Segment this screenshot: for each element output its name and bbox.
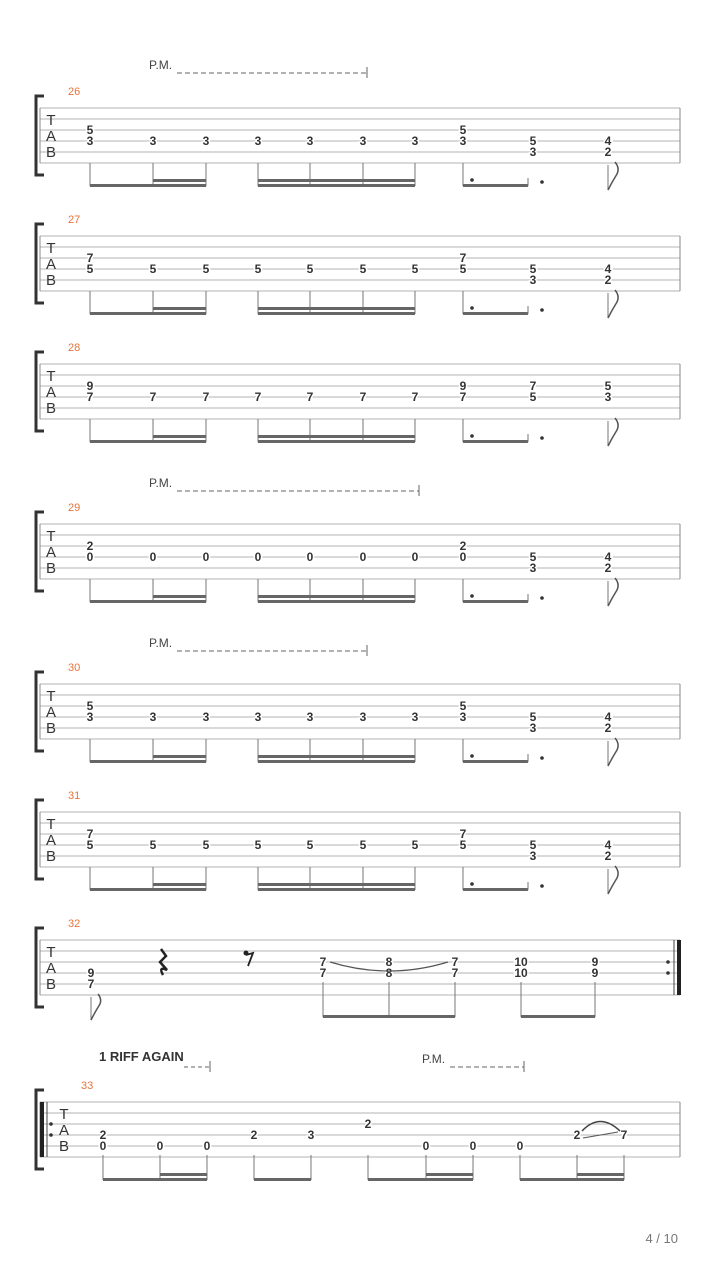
fret-number: 0 bbox=[469, 1139, 477, 1153]
beam bbox=[153, 595, 206, 598]
tab-clef-letter: T bbox=[46, 240, 56, 257]
fret-number: 0 bbox=[306, 550, 314, 564]
fret-number: 9 bbox=[459, 379, 467, 393]
beam bbox=[258, 883, 415, 886]
tab-clef-letter: B bbox=[45, 272, 57, 289]
riff-annotation: 1 RIFF AGAIN bbox=[99, 1049, 184, 1064]
fret-number: 7 bbox=[149, 390, 157, 404]
beam bbox=[463, 760, 528, 763]
fret-number: 2 bbox=[604, 273, 612, 287]
measure-number: 32 bbox=[68, 918, 81, 930]
beam bbox=[258, 435, 415, 438]
fret-number: 2 bbox=[250, 1128, 258, 1142]
tab-clef-letter: T bbox=[46, 688, 56, 705]
fret-number: 5 bbox=[529, 262, 537, 276]
beam bbox=[426, 1173, 473, 1176]
beam bbox=[153, 883, 206, 886]
fret-number: 5 bbox=[411, 262, 419, 276]
fret-number: 3 bbox=[529, 145, 537, 159]
fret-number: 3 bbox=[529, 561, 537, 575]
repeat-dot bbox=[666, 971, 670, 975]
fret-number: 5 bbox=[459, 262, 467, 276]
fret-number: 7 bbox=[86, 390, 94, 404]
beam bbox=[463, 184, 528, 187]
beam bbox=[103, 1178, 207, 1181]
fret-number: 5 bbox=[529, 134, 537, 148]
measure-number: 28 bbox=[68, 342, 81, 354]
fret-number: 2 bbox=[573, 1128, 581, 1142]
dotted-note-dot bbox=[540, 756, 544, 760]
beam bbox=[258, 888, 415, 891]
fret-number: 9 bbox=[87, 966, 95, 980]
note-flag bbox=[608, 738, 618, 766]
repeat-start-thick-bar bbox=[40, 1102, 44, 1157]
fret-number: 5 bbox=[529, 390, 537, 404]
eighth-rest bbox=[246, 953, 253, 966]
dotted-note-dot bbox=[540, 308, 544, 312]
fret-number: 3 bbox=[149, 134, 157, 148]
dotted-note-dot bbox=[540, 884, 544, 888]
fret-number: 3 bbox=[459, 134, 467, 148]
beam bbox=[463, 312, 528, 315]
tab-clef-letter: A bbox=[45, 384, 57, 401]
beam bbox=[323, 1015, 455, 1018]
fret-number: 3 bbox=[202, 134, 210, 148]
fret-number: 3 bbox=[359, 134, 367, 148]
measure-number: 29 bbox=[68, 502, 81, 514]
repeat-dot bbox=[49, 1122, 53, 1126]
tab-clef-letter: A bbox=[45, 544, 57, 561]
fret-number: 5 bbox=[86, 262, 94, 276]
beam bbox=[90, 888, 206, 891]
fret-number: 5 bbox=[254, 262, 262, 276]
fret-number: 5 bbox=[529, 550, 537, 564]
fret-number: 5 bbox=[529, 838, 537, 852]
dotted-note-dot bbox=[470, 882, 474, 886]
repeat-dot bbox=[49, 1133, 53, 1137]
fret-number: 7 bbox=[86, 827, 94, 841]
tab-clef-letter: B bbox=[58, 1138, 70, 1155]
fret-number: 0 bbox=[359, 550, 367, 564]
fret-number: 7 bbox=[459, 827, 467, 841]
tab-clef-letter: T bbox=[46, 816, 56, 833]
fret-number: 3 bbox=[459, 710, 467, 724]
repeat-thick-bar bbox=[677, 940, 681, 995]
beam bbox=[577, 1173, 624, 1176]
fret-number: 5 bbox=[254, 838, 262, 852]
fret-number: 7 bbox=[451, 955, 459, 969]
beam bbox=[258, 600, 415, 603]
fret-number: 5 bbox=[459, 838, 467, 852]
measure-number: 30 bbox=[68, 662, 81, 674]
fret-number: 3 bbox=[604, 390, 612, 404]
fret-number: 5 bbox=[306, 262, 314, 276]
beam bbox=[521, 1015, 595, 1018]
dotted-note-dot bbox=[470, 594, 474, 598]
fret-number: 3 bbox=[86, 710, 94, 724]
tab-clef-letter: B bbox=[45, 848, 57, 865]
fret-number: 5 bbox=[459, 699, 467, 713]
tab-clef-letter: B bbox=[45, 144, 57, 161]
fret-number: 10 bbox=[514, 966, 528, 980]
beam bbox=[520, 1178, 624, 1181]
fret-number: 0 bbox=[254, 550, 262, 564]
fret-number: 3 bbox=[306, 134, 314, 148]
tab-clef-letter: A bbox=[45, 704, 57, 721]
fret-number: 3 bbox=[149, 710, 157, 724]
fret-number: 5 bbox=[149, 838, 157, 852]
palm-mute-label: P.M. bbox=[149, 636, 173, 650]
fret-number: 10 bbox=[514, 955, 528, 969]
palm-mute-label: P.M. bbox=[149, 58, 173, 72]
note-flag bbox=[608, 290, 618, 318]
beam bbox=[463, 440, 528, 443]
fret-number: 5 bbox=[529, 710, 537, 724]
beam bbox=[90, 184, 206, 187]
fret-number: 3 bbox=[529, 273, 537, 287]
fret-number: 2 bbox=[604, 145, 612, 159]
tab-clef-letter: T bbox=[59, 1106, 69, 1123]
fret-number: 7 bbox=[459, 251, 467, 265]
beam bbox=[368, 1178, 473, 1181]
fret-number: 9 bbox=[591, 966, 599, 980]
dotted-note-dot bbox=[540, 596, 544, 600]
fret-number: 7 bbox=[254, 390, 262, 404]
fret-number: 2 bbox=[459, 539, 467, 553]
beam bbox=[90, 440, 206, 443]
fret-number: 0 bbox=[86, 550, 94, 564]
fret-number: 7 bbox=[359, 390, 367, 404]
dotted-note-dot bbox=[540, 436, 544, 440]
dotted-note-dot bbox=[470, 306, 474, 310]
slur bbox=[582, 1122, 620, 1132]
fret-number: 3 bbox=[529, 721, 537, 735]
beam bbox=[254, 1178, 311, 1181]
tab-clef-letter: T bbox=[46, 368, 56, 385]
fret-number: 7 bbox=[529, 379, 537, 393]
fret-number: 5 bbox=[86, 123, 94, 137]
tab-clef-letter: A bbox=[45, 256, 57, 273]
beam bbox=[160, 1173, 207, 1176]
measure-number: 27 bbox=[68, 214, 81, 226]
fret-number: 5 bbox=[86, 699, 94, 713]
tab-clef-letter: A bbox=[45, 960, 57, 977]
fret-number: 5 bbox=[202, 838, 210, 852]
beam bbox=[258, 179, 415, 182]
tab-clef-letter: T bbox=[46, 112, 56, 129]
fret-number: 7 bbox=[459, 390, 467, 404]
fret-number: 7 bbox=[86, 251, 94, 265]
fret-number: 5 bbox=[202, 262, 210, 276]
beam bbox=[153, 435, 206, 438]
palm-mute-label: P.M. bbox=[149, 476, 173, 490]
dotted-note-dot bbox=[470, 754, 474, 758]
fret-number: 5 bbox=[306, 838, 314, 852]
beam bbox=[258, 184, 415, 187]
fret-number: 2 bbox=[604, 849, 612, 863]
fret-number: 5 bbox=[411, 838, 419, 852]
fret-number: 2 bbox=[604, 561, 612, 575]
fret-number: 9 bbox=[86, 379, 94, 393]
beam bbox=[258, 440, 415, 443]
page-number: 4 / 10 bbox=[645, 1231, 678, 1246]
dotted-note-dot bbox=[470, 434, 474, 438]
measure-number: 31 bbox=[68, 790, 81, 802]
measure-number: 33 bbox=[81, 1080, 94, 1092]
fret-number: 3 bbox=[306, 710, 314, 724]
fret-number: 0 bbox=[202, 550, 210, 564]
fret-number: 3 bbox=[254, 134, 262, 148]
beam bbox=[258, 755, 415, 758]
fret-number: 3 bbox=[307, 1128, 315, 1142]
fret-number: 2 bbox=[86, 539, 94, 553]
fret-number: 0 bbox=[422, 1139, 430, 1153]
fret-number: 0 bbox=[99, 1139, 107, 1153]
fret-number: 5 bbox=[359, 262, 367, 276]
beam bbox=[258, 307, 415, 310]
beam bbox=[153, 307, 206, 310]
fret-number: 0 bbox=[203, 1139, 211, 1153]
fret-number: 0 bbox=[411, 550, 419, 564]
fret-number: 0 bbox=[156, 1139, 164, 1153]
beam bbox=[153, 179, 206, 182]
beam bbox=[258, 760, 415, 763]
fret-number: 7 bbox=[319, 955, 327, 969]
repeat-dot bbox=[666, 960, 670, 964]
fret-number: 2 bbox=[604, 721, 612, 735]
fret-number: 8 bbox=[385, 966, 393, 980]
beam bbox=[90, 312, 206, 315]
fret-number: 5 bbox=[149, 262, 157, 276]
fret-number: 7 bbox=[319, 966, 327, 980]
fret-number: 3 bbox=[411, 134, 419, 148]
fret-number: 5 bbox=[86, 838, 94, 852]
fret-number: 4 bbox=[604, 838, 612, 852]
beam bbox=[90, 760, 206, 763]
tab-clef-letter: B bbox=[45, 400, 57, 417]
fret-number: 5 bbox=[604, 379, 612, 393]
fret-number: 4 bbox=[604, 262, 612, 276]
beam bbox=[258, 312, 415, 315]
tab-clef-letter: T bbox=[46, 528, 56, 545]
tab-clef-letter: A bbox=[45, 128, 57, 145]
fret-number: 3 bbox=[359, 710, 367, 724]
beam bbox=[258, 595, 415, 598]
fret-number: 7 bbox=[620, 1128, 628, 1142]
fret-number: 3 bbox=[529, 849, 537, 863]
measure-number: 26 bbox=[68, 86, 81, 98]
fret-number: 0 bbox=[459, 550, 467, 564]
tab-clef-letter: T bbox=[46, 944, 56, 961]
fret-number: 5 bbox=[359, 838, 367, 852]
beam bbox=[90, 600, 206, 603]
fret-number: 8 bbox=[385, 955, 393, 969]
fret-number: 7 bbox=[451, 966, 459, 980]
beam bbox=[463, 888, 528, 891]
fret-number: 2 bbox=[364, 1117, 372, 1131]
note-flag bbox=[608, 866, 618, 894]
palm-mute-label: P.M. bbox=[422, 1052, 446, 1066]
fret-number: 5 bbox=[459, 123, 467, 137]
fret-number: 3 bbox=[411, 710, 419, 724]
tab-clef-letter: A bbox=[45, 832, 57, 849]
dotted-note-dot bbox=[540, 180, 544, 184]
fret-number: 3 bbox=[202, 710, 210, 724]
tab-clef-letter: B bbox=[45, 976, 57, 993]
dotted-note-dot bbox=[470, 178, 474, 182]
fret-number: 7 bbox=[202, 390, 210, 404]
fret-number: 7 bbox=[87, 977, 95, 991]
note-flag bbox=[608, 578, 618, 606]
fret-number: 4 bbox=[604, 710, 612, 724]
tab-clef-letter: A bbox=[58, 1122, 70, 1139]
beam bbox=[153, 755, 206, 758]
tab-clef-letter: B bbox=[45, 720, 57, 737]
fret-number: 9 bbox=[591, 955, 599, 969]
fret-number: 3 bbox=[86, 134, 94, 148]
note-flag bbox=[91, 994, 101, 1020]
fret-number: 4 bbox=[604, 134, 612, 148]
beam bbox=[463, 600, 528, 603]
note-flag bbox=[608, 162, 618, 190]
note-flag bbox=[608, 418, 618, 446]
fret-number: 0 bbox=[516, 1139, 524, 1153]
fret-number: 7 bbox=[411, 390, 419, 404]
fret-number: 0 bbox=[149, 550, 157, 564]
fret-number: 3 bbox=[254, 710, 262, 724]
fret-number: 4 bbox=[604, 550, 612, 564]
fret-number: 7 bbox=[306, 390, 314, 404]
tab-clef-letter: B bbox=[45, 560, 57, 577]
fret-number: 2 bbox=[99, 1128, 107, 1142]
